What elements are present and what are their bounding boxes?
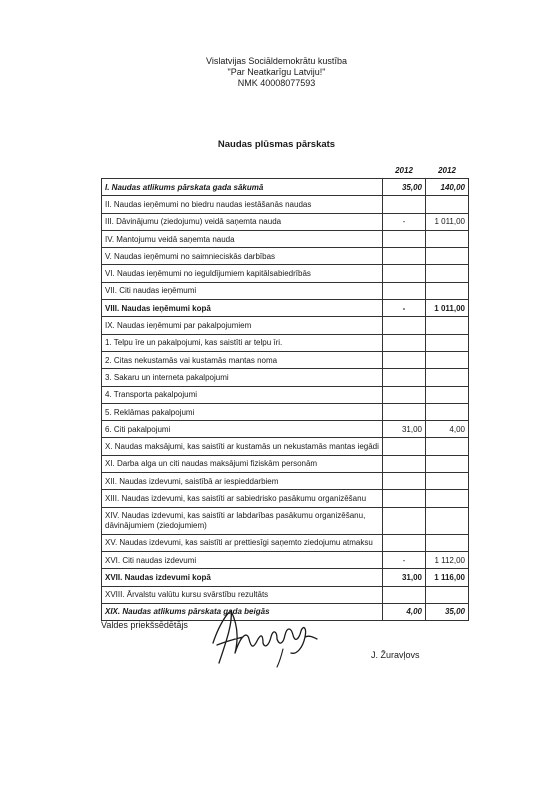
row-value-2: 1 116,00 <box>426 569 469 586</box>
table-row <box>102 282 469 299</box>
row-value-1 <box>383 248 426 265</box>
row-value-2 <box>426 334 469 351</box>
row-value-1 <box>383 507 426 534</box>
row-value-2 <box>426 534 469 551</box>
row-value-2 <box>426 282 469 299</box>
row-value-1 <box>383 282 426 299</box>
row-value-1 <box>383 490 426 507</box>
table-row <box>102 334 469 351</box>
handwritten-signature <box>205 605 325 670</box>
row-label: VI. Naudas ieņēmumi no ieguldījumiem kapitālsabiedrībās <box>102 265 383 282</box>
row-value-2: 140,00 <box>426 179 469 196</box>
column-header-year-2: 2012 <box>426 163 469 179</box>
row-value-1 <box>383 455 426 472</box>
report-title: Naudas plūsmas pārskats <box>217 139 336 150</box>
row-value-1 <box>383 230 426 247</box>
row-value-2 <box>426 386 469 403</box>
row-value-2 <box>426 369 469 386</box>
row-value-1: 31,00 <box>383 421 426 438</box>
row-value-2 <box>426 490 469 507</box>
row-label: X. Naudas maksājumi, kas saistīti ar kustamās un nekustamās mantas iegādi <box>102 438 383 455</box>
row-value-1: - <box>383 213 426 230</box>
table-row <box>102 551 469 568</box>
row-value-1: - <box>383 300 426 317</box>
table-header-row <box>102 163 469 179</box>
table-row <box>102 490 469 507</box>
row-label: 3. Sakaru un interneta pakalpojumi <box>102 369 383 386</box>
row-value-1 <box>383 534 426 551</box>
row-label: I. Naudas atlikums pārskata gada sākumā <box>102 179 383 196</box>
row-value-1 <box>383 317 426 334</box>
table-row <box>102 586 469 603</box>
row-label: XII. Naudas izdevumi, saistībā ar iespieddarbiem <box>102 473 383 490</box>
row-label: VII. Citi naudas ieņēmumi <box>102 282 383 299</box>
column-header-year-1: 2012 <box>383 163 426 179</box>
row-value-1 <box>383 369 426 386</box>
row-label: XIV. Naudas izdevumi, kas saistīti ar labdarības pasākumu organizēšanu, dāvinājumiem (ziedojumiem) <box>102 507 383 534</box>
row-value-1: 4,00 <box>383 603 426 620</box>
row-label: XIX. Naudas atlikums pārskata gada beigās <box>102 603 383 620</box>
row-value-2 <box>426 351 469 368</box>
row-value-1 <box>383 403 426 420</box>
table-row <box>102 403 469 420</box>
row-label: XVII. Naudas izdevumi kopā <box>102 569 383 586</box>
row-label: 6. Citi pakalpojumi <box>102 421 383 438</box>
row-label: XVI. Citi naudas izdevumi <box>102 551 383 568</box>
row-label: IV. Mantojumu veidā saņemta nauda <box>102 230 383 247</box>
row-value-1 <box>383 196 426 213</box>
row-label: VIII. Naudas ieņēmumi kopā <box>102 300 383 317</box>
table-row <box>102 351 469 368</box>
table-row <box>102 507 469 534</box>
table-row <box>102 386 469 403</box>
header-blank-cell <box>102 163 383 179</box>
row-value-2 <box>426 403 469 420</box>
table-row <box>102 230 469 247</box>
table-row <box>102 300 469 317</box>
row-value-1 <box>383 586 426 603</box>
row-value-2: 35,00 <box>426 603 469 620</box>
table-row <box>102 369 469 386</box>
row-label: 5. Reklāmas pakalpojumi <box>102 403 383 420</box>
row-value-1: - <box>383 551 426 568</box>
row-label: XV. Naudas izdevumi, kas saistīti ar prettiesīgi saņemto ziedojumu atmaksu <box>102 534 383 551</box>
row-label: III. Dāvinājumu (ziedojumu) veidā saņemta nauda <box>102 213 383 230</box>
table-row <box>102 265 469 282</box>
row-label: 4. Transporta pakalpojumi <box>102 386 383 403</box>
row-value-2 <box>426 230 469 247</box>
table-row <box>102 213 469 230</box>
row-value-1 <box>383 334 426 351</box>
document-header <box>0 56 553 89</box>
row-value-2 <box>426 473 469 490</box>
table-row <box>102 421 469 438</box>
signatory-name: J. Žuravļovs <box>371 650 420 660</box>
row-value-2: 1 011,00 <box>426 300 469 317</box>
row-value-1: 31,00 <box>383 569 426 586</box>
cash-flow-table <box>101 163 469 621</box>
table-row <box>102 196 469 213</box>
organization-name: Vislatvijas Sociāldemokrātu kustība <box>206 56 347 66</box>
table-row <box>102 455 469 472</box>
row-value-2 <box>426 265 469 282</box>
row-label: II. Naudas ieņēmumi no biedru naudas iestāšanās naudas <box>102 196 383 213</box>
row-value-1 <box>383 473 426 490</box>
row-value-1: 35,00 <box>383 179 426 196</box>
registration-number: NMK 40008077593 <box>237 78 316 88</box>
table-row <box>102 473 469 490</box>
table-row <box>102 248 469 265</box>
table-row <box>102 534 469 551</box>
table-row <box>102 317 469 334</box>
row-value-2 <box>426 586 469 603</box>
row-value-2: 1 112,00 <box>426 551 469 568</box>
row-value-2 <box>426 507 469 534</box>
row-value-2 <box>426 248 469 265</box>
row-label: V. Naudas ieņēmumi no saimnieciskās darbības <box>102 248 383 265</box>
row-label: XI. Darba alga un citi naudas maksājumi fiziskām personām <box>102 455 383 472</box>
row-value-2 <box>426 317 469 334</box>
row-label: 2. Citas nekustamās vai kustamās mantas noma <box>102 351 383 368</box>
row-label: IX. Naudas ieņēmumi par pakalpojumiem <box>102 317 383 334</box>
row-value-1 <box>383 386 426 403</box>
row-value-2 <box>426 455 469 472</box>
table-row <box>102 179 469 196</box>
row-value-1 <box>383 438 426 455</box>
row-label: XVIII. Ārvalstu valūtu kursu svārstību rezultāts <box>102 586 383 603</box>
row-label: XIII. Naudas izdevumi, kas saistīti ar sabiedrisko pasākumu organizēšanu <box>102 490 383 507</box>
organization-slogan: "Par Neatkarīgu Latviju!" <box>227 67 326 77</box>
signatory-role: Valdes priekšsēdētājs <box>101 620 188 630</box>
row-value-2 <box>426 438 469 455</box>
row-value-2 <box>426 196 469 213</box>
row-label: 1. Telpu īre un pakalpojumi, kas saistīti ar telpu īri. <box>102 334 383 351</box>
row-value-2: 4,00 <box>426 421 469 438</box>
table-row <box>102 569 469 586</box>
row-value-1 <box>383 265 426 282</box>
row-value-1 <box>383 351 426 368</box>
row-value-2: 1 011,00 <box>426 213 469 230</box>
table-row <box>102 438 469 455</box>
